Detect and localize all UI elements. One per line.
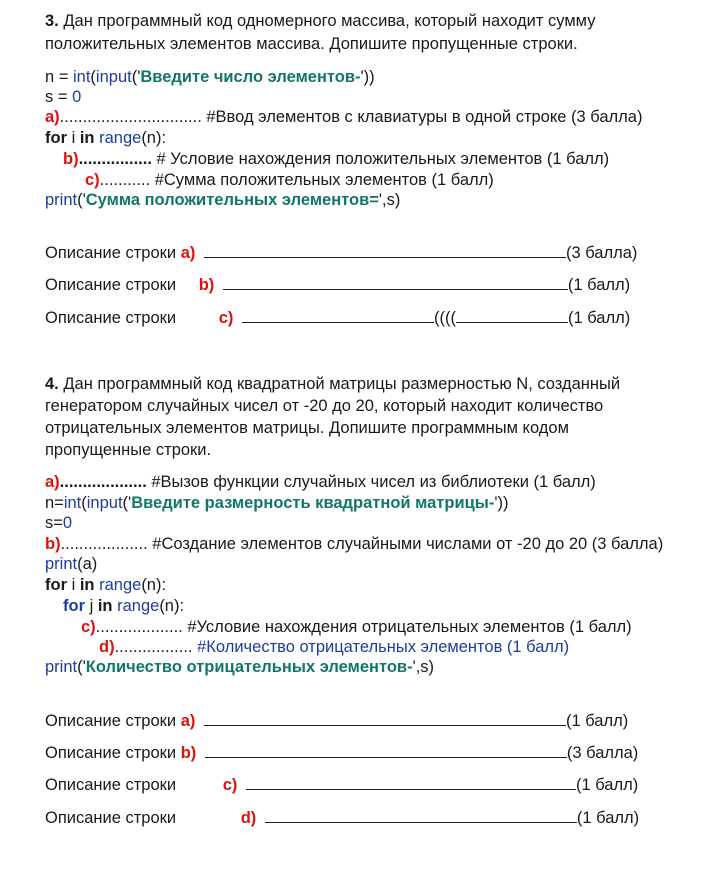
task3-code-line-2 xyxy=(45,87,81,107)
desc-letter: a) xyxy=(180,712,196,730)
code-token: (' xyxy=(77,658,86,676)
code-token: print xyxy=(45,555,78,573)
code-token: range xyxy=(94,129,142,147)
code-keyword: in xyxy=(79,576,95,594)
code-token: n= xyxy=(45,494,64,512)
desc-letter: b) xyxy=(180,744,197,762)
code-token: (n): xyxy=(141,576,167,594)
desc-score: (1 балл) xyxy=(567,309,631,327)
blank-letter: c) xyxy=(81,618,96,636)
code-token: range xyxy=(94,576,142,594)
desc-score: (1 балл) xyxy=(567,276,631,294)
task4-text-3: отрицательных элементов матрицы. Допишите программным кодом xyxy=(45,419,569,437)
code-keyword: for xyxy=(45,576,67,594)
task4-text-4: пропущенные строки. xyxy=(45,441,212,459)
task3-desc-c xyxy=(45,308,630,328)
code-string: Сумма положительных элементов= xyxy=(85,191,379,209)
blank-dots: ................... xyxy=(59,473,147,491)
code-token: (' xyxy=(122,494,132,512)
code-token: print xyxy=(45,191,78,209)
blank-letter: a) xyxy=(45,108,60,126)
task4-code-line-6 xyxy=(45,575,166,595)
task3-code-line-6 xyxy=(85,170,494,190)
blank-letter: c) xyxy=(85,171,100,189)
desc-score: (1 балл) xyxy=(565,712,629,730)
code-comment: #Вызов функции случайных чисел из библиотеки (1 балл) xyxy=(146,473,596,491)
code-keyword: for xyxy=(45,129,67,147)
blank-letter: b) xyxy=(63,150,79,168)
task4-heading-line4 xyxy=(45,440,211,460)
code-comment: # Условие нахождения положительных элементов (1 балл) xyxy=(151,150,610,168)
code-comment: ............................... #Ввод элементов с клавиатуры в одной строке (3 балла) xyxy=(59,108,643,126)
code-token: n = xyxy=(45,68,73,86)
code-token: int xyxy=(72,68,91,86)
blank-letter: a) xyxy=(45,473,60,491)
code-keyword: in xyxy=(79,129,95,147)
desc-letter: c) xyxy=(222,776,238,794)
code-token: s = xyxy=(45,88,73,106)
code-token: 0 xyxy=(72,88,82,106)
code-token: 0 xyxy=(62,514,73,532)
code-keyword: for xyxy=(63,597,85,615)
task4-code-line-7 xyxy=(63,596,184,616)
task4-code-line-8 xyxy=(81,617,632,637)
task4-text-2: генератором случайных чисел от -20 до 20, который находит количество xyxy=(45,397,604,415)
answer-blank-line[interactable] xyxy=(242,308,434,323)
task4-heading-line3 xyxy=(45,418,569,438)
answer-blank-line[interactable] xyxy=(246,775,576,790)
task4-desc-b xyxy=(45,743,638,763)
desc-label: Описание строки xyxy=(45,776,177,794)
answer-blank-line[interactable] xyxy=(205,743,567,758)
code-token: ',s) xyxy=(412,658,435,676)
code-token: print xyxy=(45,658,78,676)
task3-code-line-1 xyxy=(45,67,375,87)
code-comment: #Сумма положительных элементов (1 балл) xyxy=(150,171,494,189)
blank-dots: ........... xyxy=(99,171,151,189)
answer-blank-line[interactable] xyxy=(204,243,566,258)
desc-letter: a) xyxy=(180,244,196,262)
answer-blank-line[interactable] xyxy=(223,275,568,290)
desc-letter: c) xyxy=(218,309,234,327)
task3-code-line-5 xyxy=(63,149,609,169)
desc-score: (1 балл) xyxy=(576,809,640,827)
task4-code-line-9 xyxy=(99,637,569,657)
desc-score: (3 балла) xyxy=(565,244,638,262)
code-token: ( xyxy=(81,494,87,512)
task4-code-line-3 xyxy=(45,513,72,533)
desc-score: (1 балл) xyxy=(575,776,639,794)
code-token: (a) xyxy=(77,555,98,573)
desc-label: Описание строки xyxy=(45,309,177,327)
code-comment: #Создание элементов случайными числами от -20 до 20 (3 балла) xyxy=(147,535,664,553)
code-token: ( xyxy=(90,68,96,86)
task4-code-line-4 xyxy=(45,534,663,554)
task4-heading-line2 xyxy=(45,396,603,416)
desc-letter: d) xyxy=(240,809,257,827)
answer-blank-line[interactable] xyxy=(265,808,577,823)
code-token: ',s) xyxy=(378,191,401,209)
task3-desc-b xyxy=(45,275,630,295)
task4-desc-a xyxy=(45,711,628,731)
task4-desc-d xyxy=(45,808,639,828)
answer-blank-line[interactable] xyxy=(456,308,568,323)
code-string: Введите размерность квадратной матрицы- xyxy=(131,494,495,512)
code-token: range xyxy=(112,597,160,615)
code-token: int xyxy=(63,494,82,512)
code-token: i xyxy=(67,576,80,594)
code-token: (' xyxy=(131,68,141,86)
desc-label: Описание строки xyxy=(45,809,177,827)
task3-text-2: положительных элементов массива. Допишите пропущенные строки. xyxy=(45,35,578,53)
code-token: (n): xyxy=(141,129,167,147)
code-comment: #Условие нахождения отрицательных элементов (1 балл) xyxy=(182,618,632,636)
task3-code-line-7 xyxy=(45,190,400,210)
desc-label: Описание строки xyxy=(45,744,177,762)
desc-label: Описание строки xyxy=(45,244,177,262)
task3-code-line-4 xyxy=(45,128,166,148)
desc-middle: (((( xyxy=(433,309,456,327)
code-token: input xyxy=(86,494,123,512)
code-string: Введите число элементов- xyxy=(140,68,361,86)
code-keyword: in xyxy=(97,597,113,615)
task4-text-1: Дан программный код квадратной матрицы размерностью N, созданный xyxy=(63,375,621,393)
code-token: j xyxy=(85,597,98,615)
task4-heading-line1 xyxy=(45,374,620,394)
blank-letter: d) xyxy=(99,638,115,656)
code-token: input xyxy=(95,68,132,86)
code-string: Количество отрицательных элементов- xyxy=(85,658,413,676)
blank-letter: b) xyxy=(45,535,61,553)
code-comment: #Количество отрицательных элементов (1 балл) xyxy=(192,638,570,656)
code-token: i xyxy=(67,129,80,147)
blank-dots: ................. xyxy=(114,638,193,656)
blank-dots: ................... xyxy=(95,618,183,636)
task3-text-1: Дан программный код одномерного массива, который находит сумму xyxy=(63,12,596,30)
task3-number: 3. xyxy=(45,12,59,30)
desc-score: (3 балла) xyxy=(566,744,639,762)
task3-heading-line1 xyxy=(45,11,595,31)
task4-desc-c xyxy=(45,775,638,795)
task3-heading-line2 xyxy=(45,34,578,54)
desc-letter: b) xyxy=(198,276,215,294)
task3-desc-a xyxy=(45,243,637,263)
answer-blank-line[interactable] xyxy=(204,711,566,726)
task4-code-line-5 xyxy=(45,554,97,574)
task4-number: 4. xyxy=(45,375,59,393)
code-token: ')) xyxy=(494,494,509,512)
blank-dots: ................ xyxy=(78,150,152,168)
task4-code-line-10 xyxy=(45,657,434,677)
code-token: (' xyxy=(77,191,86,209)
code-token: (n): xyxy=(159,597,185,615)
desc-label: Описание строки xyxy=(45,712,177,730)
task3-code-line-3 xyxy=(45,107,642,127)
task4-code-line-2 xyxy=(45,493,508,513)
code-token: s= xyxy=(45,514,63,532)
blank-dots: ................... xyxy=(60,535,148,553)
desc-label: Описание строки xyxy=(45,276,177,294)
code-token: ')) xyxy=(360,68,375,86)
task4-code-line-1 xyxy=(45,472,596,492)
